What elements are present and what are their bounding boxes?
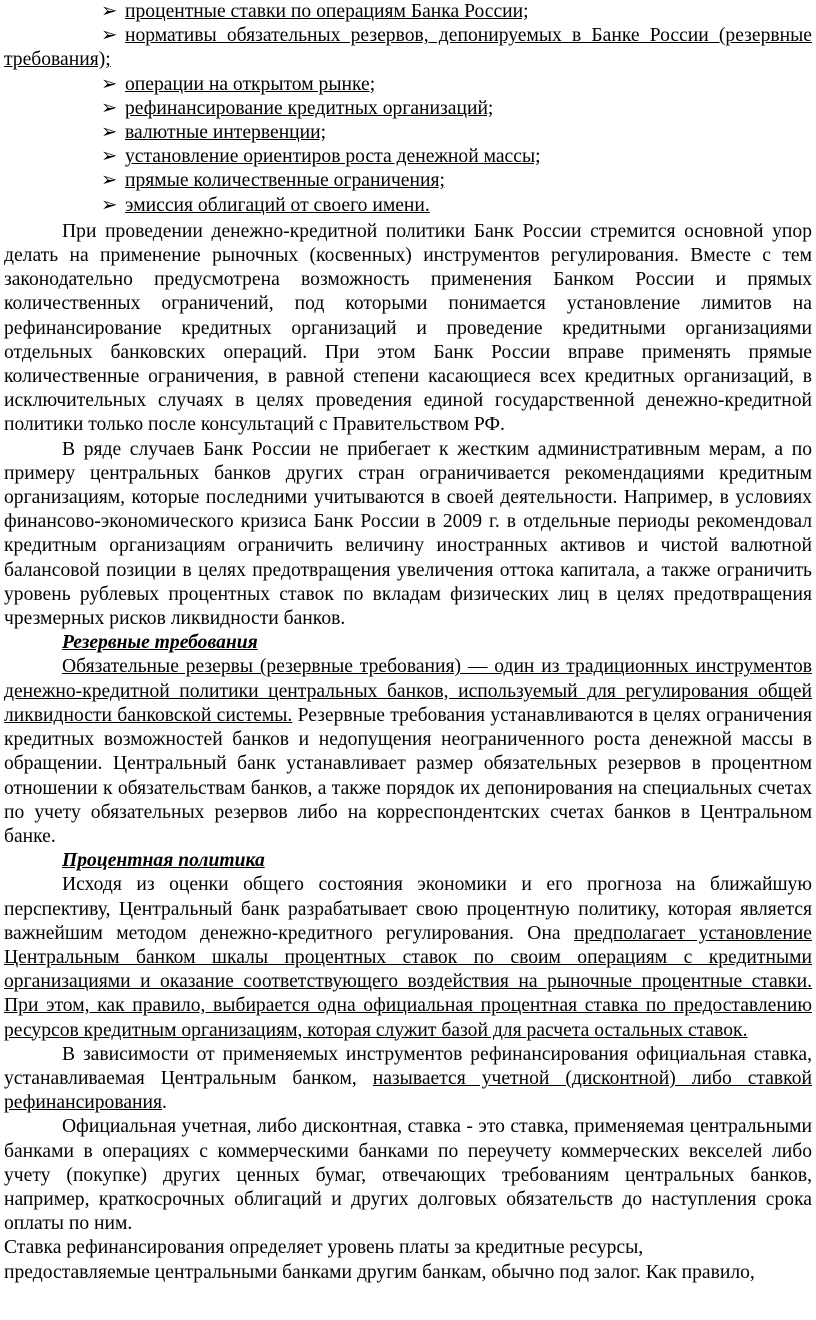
list-item-text: валютные интервенции; xyxy=(125,122,327,144)
list-item xyxy=(4,73,812,97)
underlined-text: предполагает установление Центральным банком шкалы процентных ставок по своим операциям с кредитными организациями и оказание соответствующего воздействия на рыночные процентные ставки. При этом, как правило, выбирается одна официальная процентная ставка по предоставлению ресурсов кредитным организациям, которая служит базой для расчета остальных ставок. xyxy=(4,922,812,1041)
arrow-bullet-icon: ➢ xyxy=(101,73,118,95)
underlined-text: называется учетной (дисконтной) либо ставкой рефинансирования xyxy=(4,1067,812,1114)
paragraph-refinancing-line-1: Ставка рефинансирования определяет уровень платы за кредитные ресурсы, xyxy=(4,1237,644,1259)
list-item-text: процентные ставки по операциям Банка России; xyxy=(125,1,529,22)
paragraph-reserves xyxy=(4,655,812,849)
arrow-bullet-icon: ➢ xyxy=(101,1,118,22)
paragraph-official-rate xyxy=(4,1043,812,1116)
paragraph-text: В зависимости от применяемых инструментов рефинансирования официальная ставка, устанавливаемая Центральным банком, xyxy=(4,1043,812,1089)
paragraph-refinancing-line-2: предоставляемые центральными банками другим банкам, обычно под залог. Как правило, xyxy=(4,1261,755,1283)
list-item xyxy=(4,145,812,169)
list-item-text: установление ориентиров роста денежной массы; xyxy=(125,146,541,168)
arrow-bullet-icon: ➢ xyxy=(101,146,118,168)
list-item xyxy=(4,97,812,121)
underlined-definition: Обязательные резервы (резервные требования) — один из традиционных инструментов денежно-кредитной политики центральных банков, используемый для регулирования общей ликвидности банковской системы. xyxy=(4,656,812,726)
arrow-bullet-icon: ➢ xyxy=(101,194,118,216)
list-item-text: прямые количественные ограничения; xyxy=(125,170,445,192)
list-item-text: нормативы обязательных резервов, депонируемых в Банке России (резервные требования); xyxy=(4,25,812,71)
arrow-bullet-icon: ➢ xyxy=(101,122,118,144)
arrow-bullet-icon: ➢ xyxy=(101,97,118,119)
list-item xyxy=(4,169,812,193)
paragraph-instruments: При проведении денежно-кредитной политики Банк России стремится основной упор делать на применение рыночных (косвенных) инструментов регулирования. Вместе с тем законодательно предусмотрена возможность применения Банком России и прямых количественных ограничений, под которыми понимается установление лимитов на рефинансирование кредитных организаций и проведение кредитными организациями отдельных банковских операций. При этом Банк России вправе применять прямые количественные ограничения, в равной степени касающиеся всех кредитных организаций, в исключительных случаях в целях проведения единой государственной денежно-кредитной политики только после консультаций с Правительством РФ. xyxy=(4,220,812,436)
paragraph-interest-policy xyxy=(4,873,812,1042)
list-item xyxy=(4,24,812,72)
arrow-bullet-icon: ➢ xyxy=(101,25,118,47)
paragraph-text: Резервные требования устанавливаются в целях ограничения кредитных возможностей банков и недопущения неограниченного роста денежной массы в обращении. Центральный банк устанавливает размер обязательных резервов в процентном отношении к обязательствам банков, а также порядок их депонирования на специальных счетах по учету обязательных резервов либо на корреспондентских счетах банков в Центральном банке. xyxy=(4,704,813,847)
list-item-text: операции на открытом рынке; xyxy=(125,73,376,95)
paragraph-discount-rate: Официальная учетная, либо дисконтная, ставка - это ставка, применяемая центральными банками в операциях с коммерческими банками по переучету коммерческих векселей либо учету (покупке) других ценных бумаг, отвечающих требованиям центральных банков, например, краткосрочных облигаций и других долговых обязательств до наступления срока оплаты по ним. xyxy=(4,1116,812,1235)
list-item xyxy=(4,121,812,145)
paragraph-text: . xyxy=(162,1092,167,1114)
list-item xyxy=(4,0,812,24)
paragraph-recommendations: В ряде случаев Банк России не прибегает к жестким административным мерам, а по примеру центральных банков других стран ограничивается рекомендациями кредитным организациям, которые последними учитываются в своей деятельности. Например, в условиях финансово-экономического кризиса Банк России в 2009 г. в отдельные периоды рекомендовал кредитным организациям ограничить величину иностранных активов и чистой валютной балансовой позиции в целях предотвращения увеличения оттока капитала, а также ограничить уровень рублевых процентных ставок по вкладам физических лиц в целях предотвращения чрезмерных рисков ликвидности банков. xyxy=(4,438,812,630)
section-heading-interest-policy: Процентная политика xyxy=(62,850,265,872)
list-item-text: эмиссия облигаций от своего имени. xyxy=(125,194,430,216)
arrow-bullet-icon: ➢ xyxy=(101,170,118,192)
list-item xyxy=(4,194,812,218)
list-item-text: рефинансирование кредитных организаций; xyxy=(125,97,494,119)
section-heading-reserve-requirements: Резервные требования xyxy=(62,632,258,654)
paragraph-text: Исходя из оценки общего состояния экономики и его прогноза на ближайшую перспективу, Центральный банк разрабатывает свою процентную политику, которая является важнейшим методом денежно-кредитного регулирования. Она xyxy=(4,874,812,944)
